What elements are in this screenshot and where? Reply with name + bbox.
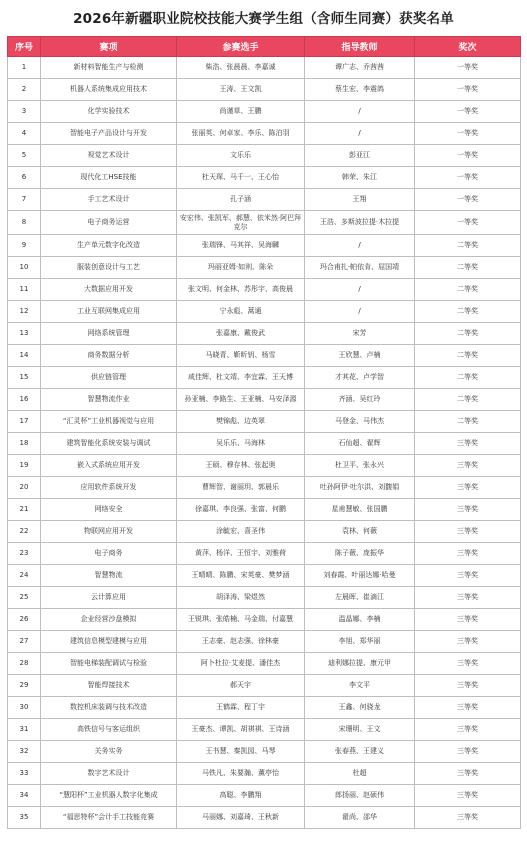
cell-contestants: 郝天宇	[177, 675, 305, 697]
cell-contestants: 王硕、穆存林、张起奥	[177, 455, 305, 477]
cell-index: 32	[8, 741, 41, 763]
cell-instructors: 迪利娜拉提、康元甲	[305, 653, 415, 675]
cell-index: 26	[8, 609, 41, 631]
cell-award: 二等奖	[415, 345, 521, 367]
cell-contestants: 涂毓宏、喜圣伟	[177, 521, 305, 543]
cell-contestants: 安宏伟、张凯军、郝慧、依米然·阿巴拜克尔	[177, 211, 305, 235]
cell-award: 一等奖	[415, 57, 521, 79]
table-row	[8, 763, 521, 785]
cell-index: 28	[8, 653, 41, 675]
cell-event: 网络系统管理	[41, 323, 177, 345]
cell-event: “福思特杯”会计手工技能竞赛	[41, 807, 177, 829]
cell-contestants: 王鹤霖、程丁宇	[177, 697, 305, 719]
cell-event: 现代化工HSE技能	[41, 167, 177, 189]
cell-instructors: 李文平	[305, 675, 415, 697]
cell-contestants: 张丽英、何卓家、李乐、陈泊羽	[177, 123, 305, 145]
cell-event: 网络安全	[41, 499, 177, 521]
cell-event: 机器人系统集成应用技术	[41, 79, 177, 101]
cell-instructors: 王欣慧、卢楠	[305, 345, 415, 367]
cell-index: 30	[8, 697, 41, 719]
table-row	[8, 123, 521, 145]
cell-award: 三等奖	[415, 609, 521, 631]
table-row	[8, 301, 521, 323]
cell-award: 三等奖	[415, 631, 521, 653]
cell-contestants: 阿卜杜拉·艾麦提、潘佳杰	[177, 653, 305, 675]
cell-instructors: 郎扬丽、赵硕伟	[305, 785, 415, 807]
header-contestants: 参赛选手	[177, 37, 305, 57]
cell-award: 三等奖	[415, 807, 521, 829]
header-award: 奖次	[415, 37, 521, 57]
cell-event: 建筑智能化系统安装与调试	[41, 433, 177, 455]
table-row	[8, 719, 521, 741]
cell-event: 智能电子产品设计与开发	[41, 123, 177, 145]
cell-event: 服装创意设计与工艺	[41, 257, 177, 279]
cell-index: 34	[8, 785, 41, 807]
cell-award: 二等奖	[415, 301, 521, 323]
table-row	[8, 499, 521, 521]
cell-instructors: 杜超	[305, 763, 415, 785]
table-row	[8, 807, 521, 829]
cell-event: “汇灵杯”工业机器视觉与应用	[41, 411, 177, 433]
cell-index: 3	[8, 101, 41, 123]
cell-event: “慧阳杯”工业机器人数字化集成	[41, 785, 177, 807]
cell-instructors: /	[305, 101, 415, 123]
award-table	[7, 36, 521, 829]
cell-contestants: 王豪杰、谭凯、胡祺祺、王诗涵	[177, 719, 305, 741]
cell-contestants: 王晴晴、陈鹏、宋英豪、樊梦涵	[177, 565, 305, 587]
cell-index: 6	[8, 167, 41, 189]
cell-event: 建筑信息模型建模与应用	[41, 631, 177, 653]
cell-index: 16	[8, 389, 41, 411]
cell-instructors: 宋芳	[305, 323, 415, 345]
cell-instructors: 袁林、何薇	[305, 521, 415, 543]
table-body	[8, 57, 521, 829]
table-row	[8, 57, 521, 79]
table-row	[8, 675, 521, 697]
cell-award: 一等奖	[415, 167, 521, 189]
cell-index: 2	[8, 79, 41, 101]
cell-contestants: 杜天琛、马千一、王心怡	[177, 167, 305, 189]
cell-contestants: 柴浩、张晨晨、李嘉诚	[177, 57, 305, 79]
cell-index: 9	[8, 235, 41, 257]
cell-award: 一等奖	[415, 211, 521, 235]
cell-contestants: 胡泽涛、梁煜然	[177, 587, 305, 609]
cell-index: 8	[8, 211, 41, 235]
cell-index: 25	[8, 587, 41, 609]
table-row	[8, 189, 521, 211]
cell-contestants: 张嘉康、戴俊武	[177, 323, 305, 345]
cell-index: 11	[8, 279, 41, 301]
cell-event: 大数据应用开发	[41, 279, 177, 301]
table-row	[8, 235, 521, 257]
cell-instructors: /	[305, 123, 415, 145]
cell-contestants: 王涛、王文凯	[177, 79, 305, 101]
cell-instructors: 石仙超、翟辉	[305, 433, 415, 455]
cell-award: 三等奖	[415, 719, 521, 741]
cell-event: 智慧物流作业	[41, 389, 177, 411]
cell-award: 二等奖	[415, 257, 521, 279]
header-index: 序号	[8, 37, 41, 57]
cell-award: 二等奖	[415, 279, 521, 301]
table-row	[8, 653, 521, 675]
cell-event: 智能焊接技术	[41, 675, 177, 697]
table-row	[8, 785, 521, 807]
cell-instructors: 蔡生宏、李震鸽	[305, 79, 415, 101]
cell-contestants: 吴乐乐、马海林	[177, 433, 305, 455]
cell-contestants: 王书慧、秦凯园、马琴	[177, 741, 305, 763]
cell-index: 1	[8, 57, 41, 79]
cell-event: 供应链管理	[41, 367, 177, 389]
cell-award: 三等奖	[415, 675, 521, 697]
cell-instructors: 左晨晖、崔滴江	[305, 587, 415, 609]
cell-contestants: 曹辉智、谢丽玥、郭晨乐	[177, 477, 305, 499]
table-row	[8, 697, 521, 719]
cell-instructors: /	[305, 235, 415, 257]
cell-event: 生产单元数字化改造	[41, 235, 177, 257]
table-row	[8, 477, 521, 499]
cell-award: 二等奖	[415, 411, 521, 433]
cell-award: 三等奖	[415, 477, 521, 499]
cell-contestants: 马铁凡、朱要瀚、薰亭怡	[177, 763, 305, 785]
cell-award: 二等奖	[415, 323, 521, 345]
table-row	[8, 389, 521, 411]
cell-contestants: 孔子涵	[177, 189, 305, 211]
cell-contestants: 马丽娜、刘嘉琦、王秋新	[177, 807, 305, 829]
cell-award: 二等奖	[415, 389, 521, 411]
cell-contestants: 张瑞锋、马其祥、吴海麟	[177, 235, 305, 257]
table-row	[8, 257, 521, 279]
cell-award: 一等奖	[415, 145, 521, 167]
cell-award: 三等奖	[415, 433, 521, 455]
cell-instructors: 玛合甫扎·帕依肯、屈国靖	[305, 257, 415, 279]
table-row	[8, 323, 521, 345]
cell-instructors: 翟尚、邵华	[305, 807, 415, 829]
cell-event: 数控机床装调与技术改造	[41, 697, 177, 719]
cell-index: 12	[8, 301, 41, 323]
cell-instructors: 刘春霞、叶丽达娜·哈曼	[305, 565, 415, 587]
table-row	[8, 345, 521, 367]
cell-contestants: 王志豪、赵志强、徐林豪	[177, 631, 305, 653]
cell-event: 电子商务	[41, 543, 177, 565]
table-row	[8, 587, 521, 609]
cell-award: 一等奖	[415, 123, 521, 145]
cell-instructors: 王浩、多斯波拉提·木拉提	[305, 211, 415, 235]
cell-award: 三等奖	[415, 785, 521, 807]
cell-contestants: 徐嘉琪、李良强、张富、何鹏	[177, 499, 305, 521]
cell-award: 三等奖	[415, 521, 521, 543]
cell-index: 13	[8, 323, 41, 345]
cell-index: 35	[8, 807, 41, 829]
page-title: 2026年新疆职业院校技能大赛学生组（含师生同赛）获奖名单	[73, 11, 454, 27]
cell-award: 三等奖	[415, 697, 521, 719]
cell-award: 三等奖	[415, 455, 521, 477]
cell-instructors: 宋珊明、王文	[305, 719, 415, 741]
cell-index: 23	[8, 543, 41, 565]
cell-event: 物联网应用开发	[41, 521, 177, 543]
cell-event: 新材料智能生产与检测	[41, 57, 177, 79]
table-row	[8, 609, 521, 631]
cell-event: 高铁信号与客运组织	[41, 719, 177, 741]
cell-instructors: 李旭、郑华丽	[305, 631, 415, 653]
table-row	[8, 167, 521, 189]
cell-index: 19	[8, 455, 41, 477]
cell-award: 三等奖	[415, 543, 521, 565]
cell-award: 二等奖	[415, 235, 521, 257]
cell-event: 企业经营沙盘模拟	[41, 609, 177, 631]
cell-index: 17	[8, 411, 41, 433]
cell-contestants: 马晓青、靳昕钥、杨雪	[177, 345, 305, 367]
cell-index: 15	[8, 367, 41, 389]
cell-index: 4	[8, 123, 41, 145]
table-row	[8, 543, 521, 565]
cell-award: 一等奖	[415, 79, 521, 101]
cell-instructors: /	[305, 301, 415, 323]
table-row	[8, 411, 521, 433]
cell-index: 7	[8, 189, 41, 211]
cell-contestants: 樊锦彪、边英翠	[177, 411, 305, 433]
cell-index: 29	[8, 675, 41, 697]
cell-instructors: 杜卫平、张永兴	[305, 455, 415, 477]
table-row	[8, 79, 521, 101]
cell-instructors: 王翔	[305, 189, 415, 211]
cell-event: 数字艺术设计	[41, 763, 177, 785]
cell-contestants: 咸佳辉、杜文靖、李宜霖、王天博	[177, 367, 305, 389]
cell-award: 二等奖	[415, 367, 521, 389]
cell-instructors: 谭广志、乔茜茜	[305, 57, 415, 79]
table-row	[8, 145, 521, 167]
cell-instructors: 韩荣、朱江	[305, 167, 415, 189]
cell-contestants: 孙亚楠、李路生、王亚楠、马安泽源	[177, 389, 305, 411]
cell-instructors: 彭亚江	[305, 145, 415, 167]
cell-contestants: 王锐琪、张皓楠、马金瑞、付嘉慧	[177, 609, 305, 631]
cell-award: 三等奖	[415, 499, 521, 521]
cell-index: 31	[8, 719, 41, 741]
cell-award: 三等奖	[415, 741, 521, 763]
cell-instructors: 陈子薇、庞振华	[305, 543, 415, 565]
cell-event: 关务实务	[41, 741, 177, 763]
cell-contestants: 高聪、李鹏翔	[177, 785, 305, 807]
cell-award: 一等奖	[415, 189, 521, 211]
cell-event: 电子商务运营	[41, 211, 177, 235]
cell-index: 5	[8, 145, 41, 167]
cell-event: 视觉艺术设计	[41, 145, 177, 167]
cell-instructors: 齐涵、吴红玲	[305, 389, 415, 411]
cell-index: 20	[8, 477, 41, 499]
cell-instructors: 马登金、马伟杰	[305, 411, 415, 433]
cell-event: 化学实验技术	[41, 101, 177, 123]
cell-event: 工业互联网集成应用	[41, 301, 177, 323]
cell-award: 三等奖	[415, 653, 521, 675]
cell-index: 22	[8, 521, 41, 543]
cell-instructors: /	[305, 279, 415, 301]
cell-contestants: 尚谨草、王鹏	[177, 101, 305, 123]
cell-award: 三等奖	[415, 565, 521, 587]
header-instructors: 指导教师	[305, 37, 415, 57]
cell-index: 27	[8, 631, 41, 653]
cell-contestants: 宁永彪、蒿通	[177, 301, 305, 323]
cell-event: 智能电梯装配调试与检验	[41, 653, 177, 675]
cell-event: 嵌入式系统应用开发	[41, 455, 177, 477]
cell-award: 三等奖	[415, 763, 521, 785]
cell-award: 一等奖	[415, 101, 521, 123]
cell-instructors: 温晶娜、李楠	[305, 609, 415, 631]
table-row	[8, 101, 521, 123]
cell-index: 33	[8, 763, 41, 785]
table-header-row	[8, 37, 521, 57]
cell-index: 24	[8, 565, 41, 587]
cell-index: 10	[8, 257, 41, 279]
table-row	[8, 521, 521, 543]
cell-event: 手工艺术设计	[41, 189, 177, 211]
cell-contestants: 张文明、何金林、苏彤宇、高俊晨	[177, 279, 305, 301]
cell-contestants: 黄萍、杨洋、王恒宇、刘雅荷	[177, 543, 305, 565]
table-row	[8, 565, 521, 587]
cell-instructors: 星甫慧敏、张国鹏	[305, 499, 415, 521]
cell-event: 商务数据分析	[41, 345, 177, 367]
cell-award: 三等奖	[415, 587, 521, 609]
table-row	[8, 631, 521, 653]
table-row	[8, 367, 521, 389]
table-row	[8, 211, 521, 235]
cell-event: 云计算应用	[41, 587, 177, 609]
cell-instructors: 张春燕、王建义	[305, 741, 415, 763]
cell-index: 18	[8, 433, 41, 455]
cell-index: 21	[8, 499, 41, 521]
cell-contestants: 文乐乐	[177, 145, 305, 167]
header-event: 赛项	[41, 37, 177, 57]
cell-index: 14	[8, 345, 41, 367]
cell-event: 应用软件系统开发	[41, 477, 177, 499]
cell-instructors: 吐孙阿伊·吐尔洪、刘馥娟	[305, 477, 415, 499]
table-row	[8, 455, 521, 477]
cell-instructors: 才其花、卢学智	[305, 367, 415, 389]
cell-event: 智慧物流	[41, 565, 177, 587]
cell-contestants: 玛丽亚姆·如则、陈朵	[177, 257, 305, 279]
table-row	[8, 741, 521, 763]
table-row	[8, 279, 521, 301]
table-row	[8, 433, 521, 455]
cell-instructors: 王鑫、何骁龙	[305, 697, 415, 719]
